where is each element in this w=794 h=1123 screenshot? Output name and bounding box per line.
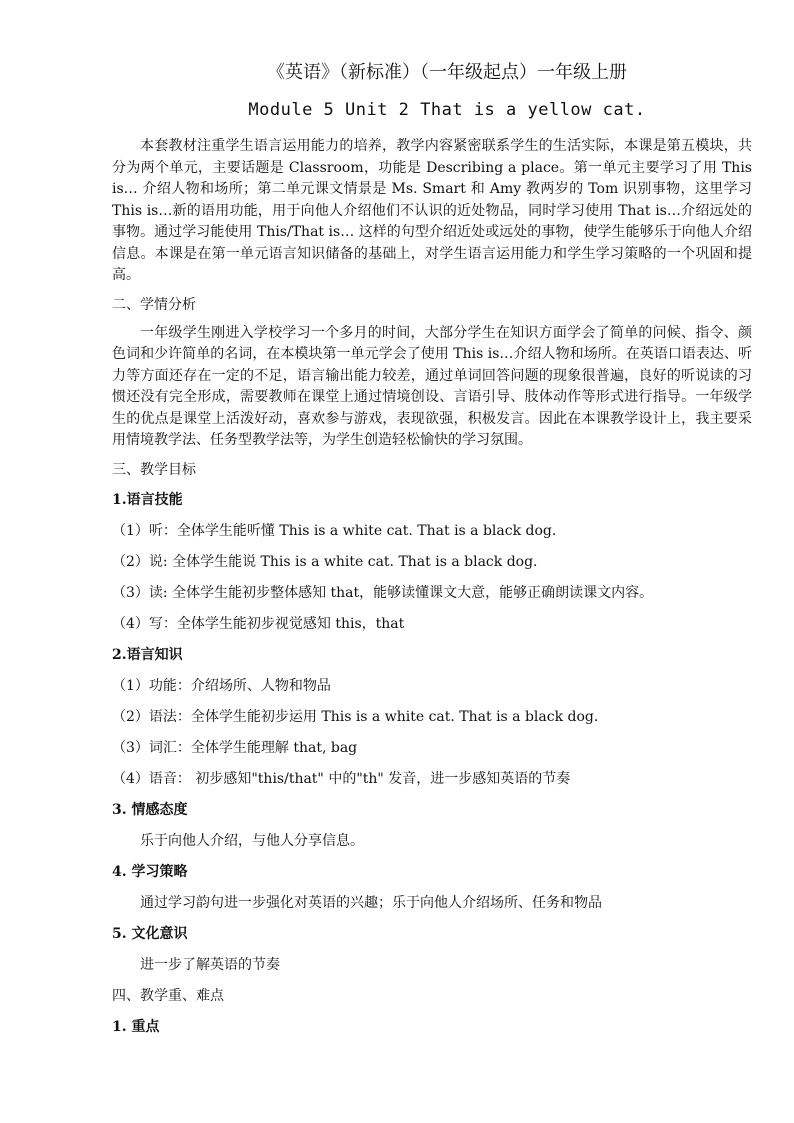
attitude-text: 乐于向他人介绍，与他人分享信息。 [140, 832, 364, 849]
subheading-attitude: 3. 情感态度 [112, 801, 188, 818]
section-heading-learner-analysis: 二、学情分析 [112, 296, 196, 313]
skill-item: （1）听：全体学生能听懂 This is a white cat. That is a black dog. [112, 522, 557, 539]
subheading-language-knowledge: 2.语言知识 [112, 646, 183, 663]
subheading-focus: 1. 重点 [112, 1018, 160, 1035]
skill-item: （3）读: 全体学生能初步整体感知 that，能够读懂课文大意，能够正确朗读课文内容。 [112, 584, 654, 601]
culture-text: 进一步了解英语的节奏 [140, 956, 280, 973]
intro-paragraph: 本套教材注重学生语言运用能力的培养，教学内容紧密联系学生的生活实际，本课是第五模块，共分为两个单元，主要话题是 Classroom，功能是 Describing a place。第一单元主要学习了用 This is… 介绍人物和场所；第二单元课文情景是 Ms. Smart 和 Amy 教两岁的 Tom 识别事物，这里学习 This is…新的语用功能，用于向他人介绍他们不认识的近处物品，同时学习使用 That is…介绍远处的事物。通过学习能使用 This/That is… 这样的句型介绍近处或远处的事物，使学生能够乐于向他人介绍信息。本课是在第一单元语言知识储备的基础上，对学生语言运用能力和学生学习策略的一个巩固和提高。 [112, 138, 752, 283]
section-heading-objectives: 三、教学目标 [112, 461, 196, 478]
strategy-text: 通过学习韵句进一步强化对英语的兴趣；乐于向他人介绍场所、任务和物品 [140, 894, 602, 911]
knowledge-item: （1）功能：介绍场所、人物和物品 [112, 677, 331, 694]
document-page [112, 58, 752, 1038]
document-title: 《英语》（新标准）（一年级起点）一年级上册 [267, 62, 627, 83]
knowledge-item: （4）语音： 初步感知"this/that" 中的"th" 发音，进一步感知英语的节奏 [112, 770, 571, 787]
learner-analysis-paragraph: 一年级学生刚进入学校学习一个多月的时间，大部分学生在知识方面学会了简单的问候、指令、颜色词和少许简单的名词，在本模块第一单元学会了使用 This is…介绍人物和场所。在英语口语表达、听力等方面还存在一定的不足，语言输出能力较差，通过单词回答问题的现象很普遍，良好的听说读的习惯还没有完全形成，需要教师在课堂上通过情境创设、言语引导、肢体动作等形式进行指导。一年级学生的优点是课堂上活泼好动，喜欢参与游戏，表现欲强，积极发言。因此在本课教学设计上，我主要采用情境教学法、任务型教学法等，为学生创造轻松愉快的学习氛围。 [112, 324, 752, 448]
knowledge-item: （3）词汇：全体学生能理解 that, bag [112, 739, 358, 756]
subheading-culture: 5. 文化意识 [112, 925, 188, 942]
subheading-strategy: 4. 学习策略 [112, 863, 188, 880]
skill-item: （4）写：全体学生能初步视觉感知 this，that [112, 615, 405, 632]
knowledge-item: （2）语法：全体学生能初步运用 This is a white cat. That is a black dog. [112, 708, 599, 725]
lesson-subtitle: Module 5 Unit 2 That is a yellow cat. [248, 100, 646, 120]
skill-item: （2）说: 全体学生能说 This is a white cat. That is a black dog. [112, 553, 538, 570]
section-heading-key-points: 四、教学重、难点 [112, 987, 224, 1004]
subheading-language-skills: 1.语言技能 [112, 491, 183, 508]
